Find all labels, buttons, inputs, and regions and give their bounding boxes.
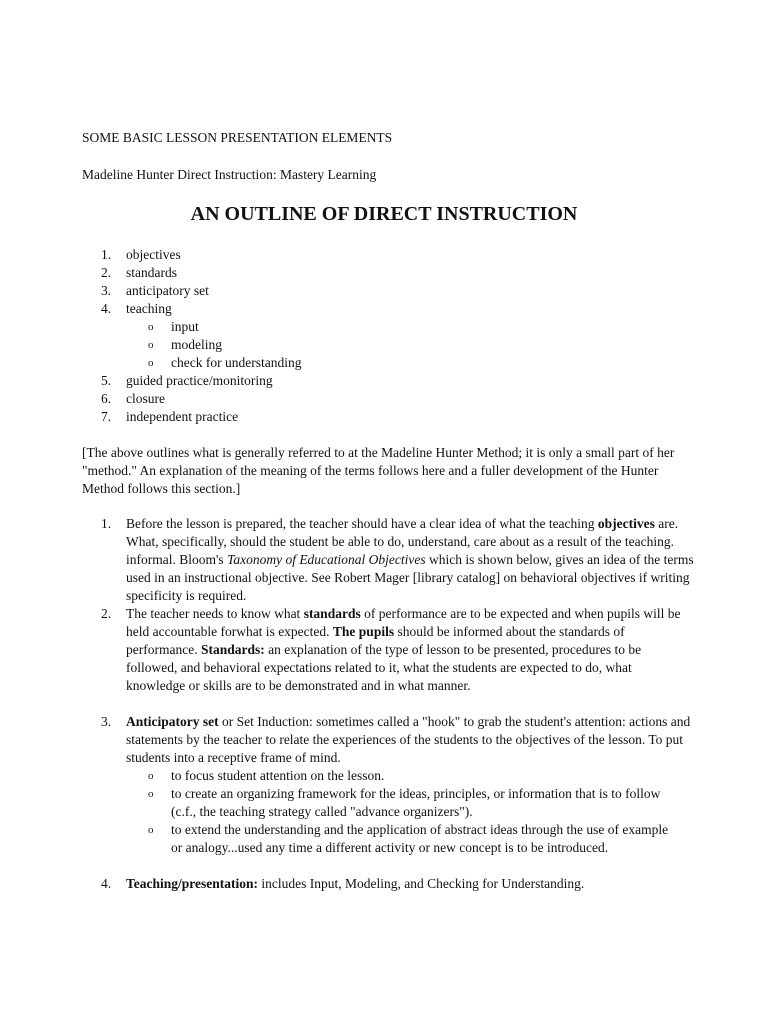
list-number: 3.: [101, 283, 112, 298]
sub-list-item: [0, 318, 768, 336]
bold-term: objectives: [597, 516, 655, 531]
list-number: 2.: [101, 265, 112, 280]
list-item-text: closure: [126, 391, 165, 406]
list-item: [0, 246, 768, 264]
book-title: Taxonomy of Educational Objectives: [227, 552, 426, 567]
detail-text: [126, 875, 694, 893]
list-item-text: anticipatory set: [126, 283, 209, 298]
bullet-icon: o: [148, 770, 154, 782]
text-run: should be informed about the standards of performance.: [126, 624, 625, 657]
detail-text: [126, 515, 694, 605]
text-run: which is shown below, gives an idea of the terms used in an instructional objective. See Robert Mager [library catalog] on behavioral objectives if writing specificity is required.: [126, 552, 694, 603]
list-item: [0, 390, 768, 408]
sub-list-item: [0, 336, 768, 354]
sub-list-item-text: to create an organizing framework for the ideas, principles, or information that is to follow (c.f., the teaching strategy called "advance organizers").: [171, 786, 661, 819]
sub-list-item-text: modeling: [171, 337, 222, 352]
document-heading: SOME BASIC LESSON PRESENTATION ELEMENTS: [82, 130, 393, 145]
list-number: 6.: [101, 391, 112, 406]
detail-text: [126, 713, 694, 767]
detail-text: [126, 605, 694, 695]
bold-term: standards: [303, 606, 361, 621]
sub-list-item: [0, 767, 768, 785]
sub-list: [0, 318, 768, 372]
sub-list-item-text: to focus student attention on the lesson.: [171, 768, 385, 783]
detail-item-anticipatory-set: [0, 713, 768, 875]
text-run: are. What, specifically, should the student be able to do, understand, care about as a result of the teaching. informal. Bloom's: [126, 516, 679, 567]
text-run: The teacher needs to know what: [126, 606, 304, 621]
sub-list-item: [0, 785, 768, 821]
text-run: an explanation of the type of lesson to be presented, procedures to be followed, and behavioral expectations related to it, what the students are expected to do, what knowledge or skills are to be demonstrated and in what manner.: [126, 642, 642, 693]
detail-item-standards: [0, 605, 768, 713]
bullet-icon: o: [148, 824, 154, 836]
bold-term: Standards:: [200, 642, 265, 657]
bullet-icon: o: [148, 788, 154, 800]
text-run: Before the lesson is prepared, the teacher should have a clear idea of what the teaching: [126, 516, 598, 531]
list-item: [0, 408, 768, 426]
list-item: [0, 282, 768, 300]
sub-list-item-text: check for understanding: [171, 355, 302, 370]
sub-list-item-text: to extend the understanding and the application of abstract ideas through the use of example or analogy...used any time a different activity or new concept is to be introduced.: [171, 822, 669, 855]
sub-list-item: [0, 354, 768, 372]
list-number: 7.: [101, 409, 112, 424]
details-list: [0, 515, 768, 893]
detail-item-objectives: [0, 515, 768, 605]
outline-list: [0, 246, 768, 426]
list-number: 1.: [101, 247, 112, 262]
bold-term: The pupils: [332, 624, 395, 639]
sub-list: [0, 767, 768, 857]
list-item-text: guided practice/monitoring: [126, 373, 273, 388]
document-subheading: Madeline Hunter Direct Instruction: Mastery Learning: [82, 167, 377, 182]
text-run: includes Input, Modeling, and Checking for Understanding.: [258, 876, 585, 891]
note-paragraph: [The above outlines what is generally referred to at the Madeline Hunter Method; it is only a small part of her "method." An explanation of the meaning of the terms follows here and a fuller development of the Hunter Method follows this section.]: [82, 445, 675, 496]
list-item-text: independent practice: [126, 409, 239, 424]
sub-list-item-text: input: [171, 319, 199, 334]
bold-term: Teaching/presentation:: [126, 876, 259, 891]
page-title: AN OUTLINE OF DIRECT INSTRUCTION: [190, 203, 578, 225]
bullet-icon: o: [148, 321, 154, 333]
bullet-icon: o: [148, 339, 154, 351]
list-item-text: teaching: [126, 301, 172, 316]
list-item-text: standards: [126, 265, 177, 280]
list-number: 5.: [101, 373, 112, 388]
list-item: [0, 372, 768, 390]
list-item: [0, 264, 768, 282]
list-number: 3.: [101, 714, 112, 729]
list-number: 4.: [101, 301, 112, 316]
bold-term: Anticipatory set: [126, 714, 219, 729]
detail-item-teaching: [0, 875, 768, 893]
list-number: 4.: [101, 876, 112, 891]
bullet-icon: o: [148, 357, 154, 369]
list-number: 2.: [101, 606, 112, 621]
text-run: or Set Induction: sometimes called a "hook" to grab the student's attention: actions and statements by the teacher to relate the experiences of the students to the objectives of the lesson. To put students into a receptive frame of mind.: [126, 714, 691, 765]
sub-list-item: [0, 821, 768, 857]
list-item: [0, 300, 768, 372]
text-run: of performance are to be expected and when pupils will be held accountable forwhat is expected.: [126, 606, 681, 639]
list-number: 1.: [101, 516, 112, 531]
list-item-text: objectives: [126, 247, 181, 262]
